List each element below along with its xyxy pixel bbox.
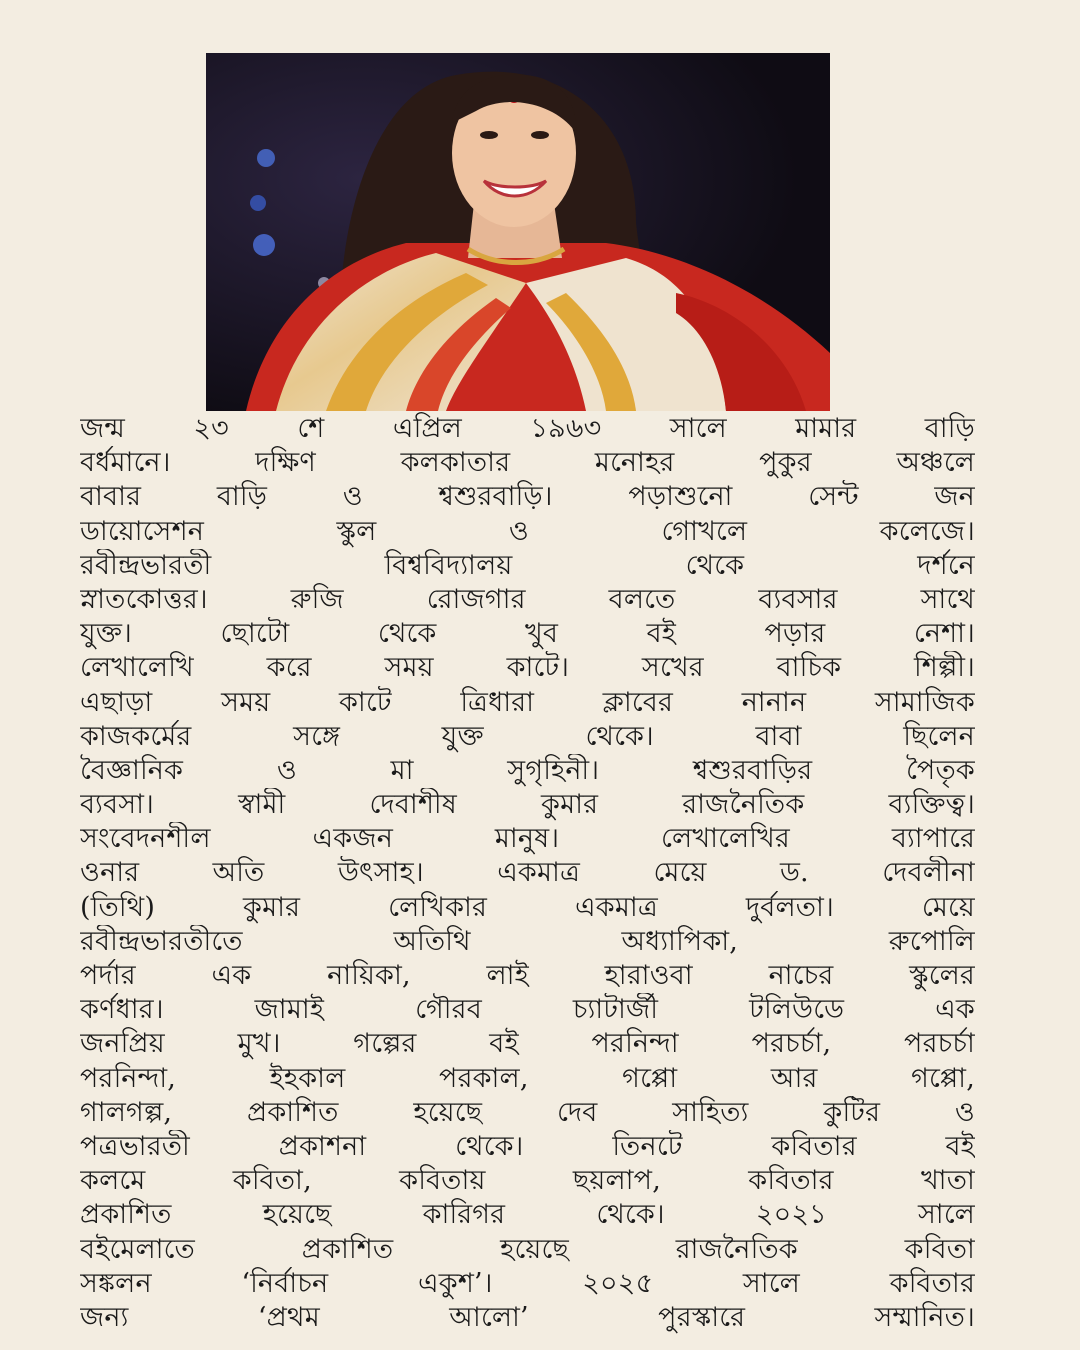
bio-line: পরনিন্দা, ইহকাল পরকাল, গপ্পো আর গপ্পো, xyxy=(80,1062,975,1094)
bio-line: রবীন্দ্রভারতীতে অতিথি অধ্যাপিকা, রুপোলি xyxy=(80,925,975,957)
bio-line: লেখালেখি করে সময় কাটে। সখের বাচিক শিল্পী। xyxy=(80,652,975,684)
biography-text xyxy=(80,412,975,1333)
bio-line: ডায়োসেশন স্কুল ও গোখলে কলেজে। xyxy=(80,515,975,547)
bio-line: ব্যবসা। স্বামী দেবাশীষ কুমার রাজনৈতিক ব্যক্তিত্ব। xyxy=(80,789,975,821)
bio-line: জন্ম ২৩ শে এপ্রিল ১৯৬৩ সালে মামার বাড়ি xyxy=(80,413,975,444)
portrait-photo xyxy=(206,53,830,411)
bio-line: পত্রভারতী প্রকাশনা থেকে। তিনটে কবিতার বই xyxy=(80,1130,975,1162)
bio-line: গালগল্প, প্রকাশিত হয়েছে দেব সাহিত্য কুটির ও xyxy=(80,1096,975,1128)
bio-line: রবীন্দ্রভারতী বিশ্ববিদ্যালয় থেকে দর্শনে xyxy=(80,549,975,581)
bio-line: কলমে কবিতা, কবিতায় ছয়লাপ, কবিতার খাতা xyxy=(80,1165,975,1197)
bio-line: স্নাতকোত্তর। রুজি রোজগার বলতে ব্যবসার সাথে xyxy=(80,583,975,615)
bio-line: এছাড়া সময় কাটে ত্রিধারা ক্লাবের নানান সামাজিক xyxy=(80,686,975,718)
bio-line: কর্ণধার। জামাই গৌরব চ্যাটার্জী টলিউডে এক xyxy=(80,994,975,1026)
bio-line: ওনার অতি উৎসাহ। একমাত্র মেয়ে ড. দেবলীনা xyxy=(80,857,975,889)
bio-line: কাজকর্মের সঙ্গে যুক্ত থেকে। বাবা ছিলেন xyxy=(80,720,975,752)
bio-line: পর্দার এক নায়িকা, লাই হারাওবা নাচের স্কুলের xyxy=(80,960,975,991)
portrait-illustration xyxy=(206,53,830,411)
bio-line: সংবেদনশীল একজন মানুষ। লেখালেখির ব্যাপারে xyxy=(80,823,975,855)
bio-line: বর্ধমানে। দক্ষিণ কলকাতার মনোহর পুকুর অঞ্চলে xyxy=(80,447,975,479)
bio-line: জনপ্রিয় মুখ। গল্পের বই পরনিন্দা পরচর্চা, পরচর্চা xyxy=(80,1028,975,1060)
bio-line: বাবার বাড়ি ও শ্বশুরবাড়ি। পড়াশুনো সেন্ট জন xyxy=(80,481,975,513)
bio-line: যুক্ত। ছোটো থেকে খুব বই পড়ার নেশা। xyxy=(80,618,975,650)
bio-line: বৈজ্ঞানিক ও মা সুগৃহিনী। শ্বশুরবাড়ির পৈতৃক xyxy=(80,754,975,786)
bio-line: জন্য ‘প্রথম আলো’ পুরস্কারে সম্মানিত। xyxy=(80,1301,975,1333)
bio-line: বইমেলাতে প্রকাশিত হয়েছে রাজনৈতিক কবিতা xyxy=(80,1233,975,1265)
bokeh-light xyxy=(257,149,275,167)
bokeh-light xyxy=(253,234,275,256)
bio-line: (তিথি) কুমার লেখিকার একমাত্র দুর্বলতা। মেয়ে xyxy=(80,891,975,923)
bio-line: সঙ্কলন ‘নির্বাচন একুশ’। ২০২৫ সালে কবিতার xyxy=(80,1267,975,1299)
bio-line: প্রকাশিত হয়েছে কারিগর থেকে। ২০২১ সালে xyxy=(80,1199,975,1231)
bokeh-light xyxy=(250,195,266,211)
